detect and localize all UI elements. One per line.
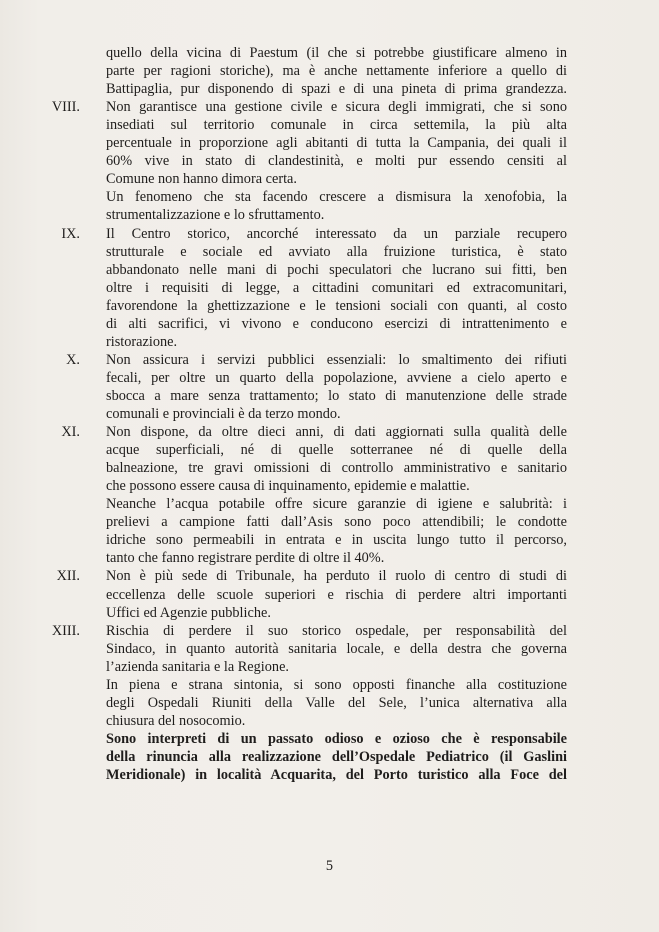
line-text: che possono essere causa di inquinamento, epidemie e malattie. [106,478,470,495]
line-text: tanto che fanno registrare perdite di oltre il 40%. [106,550,385,567]
line-text: Non è più sede di Tribunale, ha perduto il ruolo di centro di studi di [106,568,567,585]
line-text: In piena e strana sintonia, si sono opposti finanche alla costituzione [106,676,567,693]
item-number: X. [66,351,80,368]
line-text: l’azienda sanitaria e la Regione. [106,658,289,675]
line-text: Comune non hanno dimora certa. [106,171,297,188]
line-text: Non assicura i servizi pubblici essenziali: lo smaltimento dei rifiuti [106,351,567,368]
line-text: oltre i requisiti di legge, a cittadini comunitari ed extracomunitari, [106,279,567,296]
line-text: Uffici ed Agenzie pubbliche. [106,604,271,621]
line-text: Non garantisce una gestione civile e sicura degli immigrati, che si sono [106,99,567,116]
line-text: insediati sul territorio comunale in circa settemila, la più alta [106,117,567,134]
line-text: acque superficiali, né di quelle sotterranee né di quelle della [106,442,567,459]
item-number: XI. [61,424,80,441]
line-text: percentuale in proporzione agli abitanti di tutta la Campania, dei quali il [106,135,567,152]
line-text: sbocca a mare senza trattamento; lo stato di manutenzione delle strade [106,387,567,404]
page-number: 5 [325,858,334,874]
line-text: idriche sono permeabili in entrata e in uscita lungo tutto il percorso, [106,532,567,549]
line-text: 60% vive in stato di clandestinità, e molti pur essendo censiti al [106,153,567,170]
line-text: della rinuncia alla realizzazione dell’Ospedale Pediatrico (il Gaslini [106,748,567,765]
line-text: fecali, per oltre un quarto della popolazione, avviene a cielo aperto e [106,369,567,386]
line-text: Un fenomeno che sta facendo crescere a dismisura la xenofobia, la [106,189,567,206]
line-text: chiusura del nosocomio. [106,712,246,729]
line-text: strumentalizzazione e lo sfruttamento. [106,207,325,224]
line-text: Sono interpreti di un passato odioso e ozioso che è responsabile [106,730,567,747]
item-number: VIII. [51,99,80,116]
line-text: di alti sacrifici, vi vivono e conducono esercizi di intrattenimento e [106,315,567,332]
line-text: parte per ragioni storiche), ma è anche nettamente inferiore a quello di [106,63,567,80]
line-text: Rischia di perdere il suo storico ospedale, per responsabilità del [106,622,567,639]
item-number: XII. [56,568,80,585]
line-text: degli Ospedali Riuniti della Valle del Sele, l’unica alternativa alla [106,694,567,711]
line-text: abbandonato nelle mani di pochi speculatori che lucrano sui fitti, ben [106,261,567,278]
line-text: favorendone la ghettizzazione e le tensioni sociali con quanti, al costo [106,297,567,314]
line-text: Non dispone, da oltre dieci anni, di dati aggiornati sulla qualità delle [106,424,567,441]
line-text: Neanche l’acqua potabile offre sicure garanzie di igiene e salubrità: i [106,496,567,513]
item-number: IX. [61,225,80,242]
line-text: strutturale e sociale ed avviato alla fruizione turistica, è stato [106,243,567,260]
line-text: prelievi a campione fatti dall’Asis sono poco attendibili; le condotte [106,514,567,531]
line-text: Il Centro storico, ancorché interessato da un parziale recupero [106,225,567,242]
line-text: ristorazione. [106,333,178,350]
line-text: eccellenza delle scuole superiori e rischia di perdere altri importanti [106,586,567,603]
line-text: quello della vicina di Paestum (il che si potrebbe giustificare almeno in [106,45,567,61]
item-number: XIII. [51,622,80,639]
line-text: comunali e provinciali è da terzo mondo. [106,406,341,422]
line-text: Sindaco, in quanto autorità sanitaria locale, e della destra che governa [106,640,567,657]
line-text: Meridionale) in località Acquarita, del Porto turistico alla Foce del [106,767,567,783]
line-text: balneazione, tre gravi omissioni di controllo amministrativo e sanitario [106,460,567,477]
line-text: Battipaglia, pur disponendo di spazi e di una pineta di prima grandezza. [106,81,567,98]
